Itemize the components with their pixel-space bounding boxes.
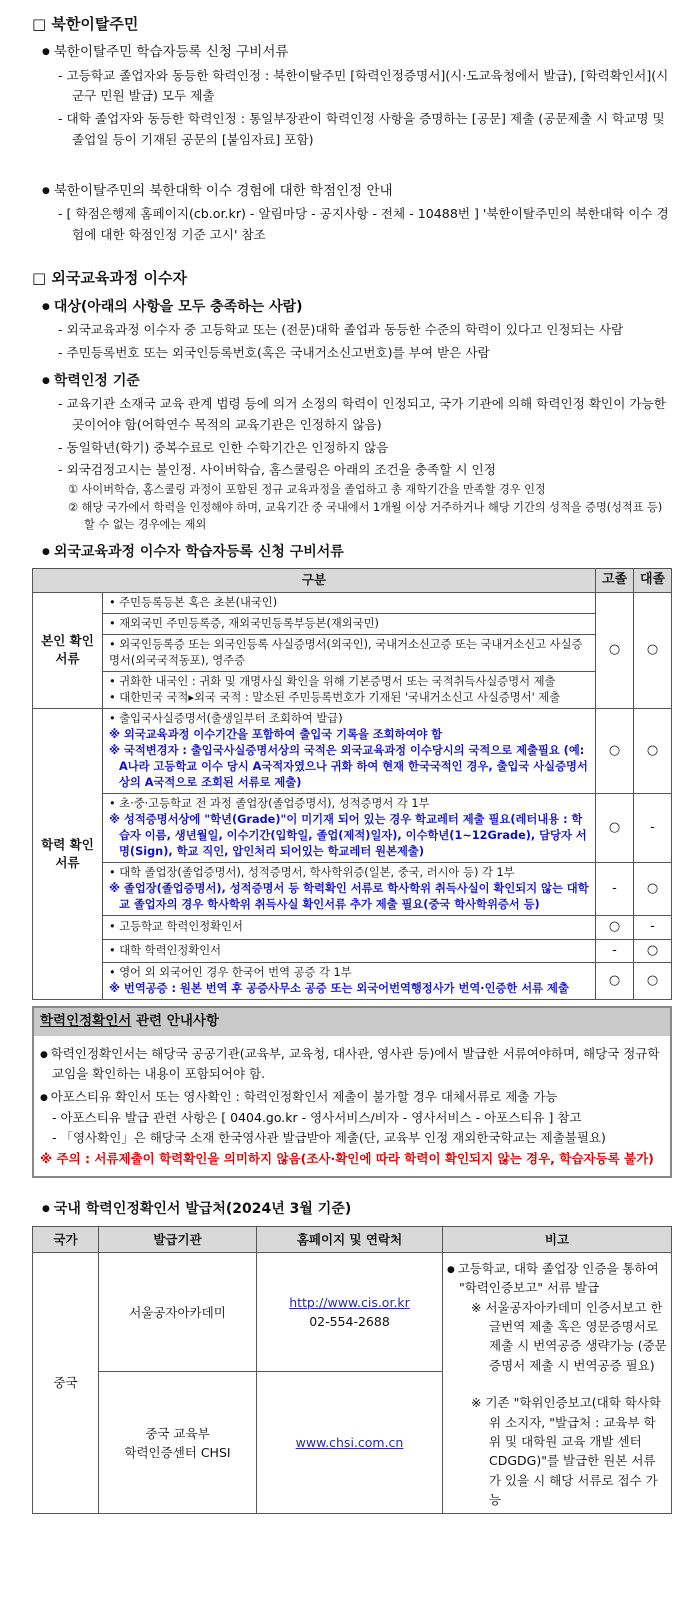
issuers-col-org: 발급기관: [99, 1226, 257, 1252]
issuer-phone-1: 02-554-2688: [309, 1314, 390, 1330]
academic-item-2: • 초·중·고등학교 전 과정 졸업장(졸업증명서), 성적증명서 각 1부 ※ 성적증명서상에 "학년(Grade)"이 미기재 되어 있는 경우 학교레터 제출 필요(레터내용 : 학습자 이름, 생년월일, 이수기간(입학일, 졸업(제적)일자), 이수학년(1~12Grade), 담당자 서명(Sign), 학교 직인, 압인처리 되어있는 학교레터 원본제출): [103, 793, 596, 862]
identity-mark-high: ○: [596, 592, 634, 708]
foreign-criteria-sub-1: ① 사이버학습, 홈스쿨링 과정이 포함된 정규 교육과정을 졸업하고 총 재학기간을 만족할 경우 인정: [68, 483, 546, 497]
issuers-heading: ● 국내 학력인정확인서 발급처(2024년 3월 기준): [42, 1198, 672, 1220]
identity-mark-univ: ○: [634, 592, 672, 708]
issuer-link-2[interactable]: www.chsi.com.cn: [295, 1435, 404, 1451]
academic-1-univ: ○: [634, 708, 672, 793]
foreign-docs-heading: ● 외국교육과정 이수자 학습자등록 신청 구비서류: [42, 541, 672, 563]
academic-6-univ: ○: [634, 963, 672, 1000]
table-header-row: [33, 568, 672, 592]
nk-req-line-2: - 대학 졸업자와 동등한 학력인정 : 통일부장관이 학력인정 사항을 증명하는 [공문] 제출 (공문제출 시 학교명 및 졸업일 등이 기재된 공문의 [붙임자료] 포함): [58, 111, 665, 147]
issuers-table: [32, 1226, 672, 1515]
guide-dash-2: - 「영사확인」은 해당국 소재 한국영사관 발급받아 제출(단, 교육부 인정 재외한국학교는 제출불필요): [52, 1130, 606, 1146]
issuer-org-2: 중국 교육부 학력인증센터 CHSI: [99, 1372, 257, 1514]
table-row: [33, 634, 672, 671]
foreign-criteria-heading: ● 학력인정 기준: [42, 370, 672, 392]
col-header-category: 구분: [33, 568, 596, 592]
academic-5-univ: ○: [634, 939, 672, 962]
academic-2-high: ○: [596, 793, 634, 862]
issuer-contact-2: [257, 1372, 443, 1514]
table-row: [33, 708, 672, 793]
table-row: [33, 916, 672, 939]
academic-item-4: • 고등학교 학력인정확인서: [103, 916, 596, 939]
academic-item-6: • 영어 외 외국어인 경우 한국어 번역 공증 각 1부 ※ 번역공증 : 원본 번역 후 공증사무소 공증 또는 외국어번역행정사가 번역·인증한 서류 제출: [103, 963, 596, 1000]
foreign-target-heading: ● 대상(아래의 사항을 모두 충족하는 사람): [42, 296, 672, 318]
table-row: [33, 592, 672, 613]
table-row: [33, 613, 672, 634]
issuers-header-row: [33, 1226, 672, 1252]
academic-category-label: 학력 확인 서류: [33, 708, 103, 999]
nk-credit-heading: ● 북한이탈주민의 북한대학 이수 경험에 대한 학점인정 안내: [42, 181, 672, 203]
foreign-target-line-2: - 주민등록번호 또는 외국인등록번호(혹은 국내거소신고번호)를 부여 받은 사람: [58, 344, 490, 360]
guide-warning: ※ 주의 : 서류제출이 학력확인을 의미하지 않음(조사·확인에 따라 학력이 확인되지 않는 경우, 학습자등록 불가): [40, 1150, 654, 1166]
section-title-foreign: □ 외국교육과정 이수자: [32, 268, 188, 287]
foreign-criteria-line-3: - 외국검정고시는 불인정. 사이버학습, 홈스쿨링은 아래의 조건을 충족할 시 인정: [58, 462, 496, 478]
identity-category-label: 본인 확인 서류: [33, 592, 103, 708]
academic-6-high: ○: [596, 963, 634, 1000]
academic-item-3: • 대학 졸업장(졸업증명서), 성적증명서, 학사학위증(일본, 중국, 러시아 등) 각 1부 ※ 졸업장(졸업증명서), 성적증명서 등 학력확인 서류로 학사학위 취득사실이 확인되지 않는 대학교 졸업자의 경우 학사학위 취득사실 확인서류 추가 제출 필요(중국 학사학위증서 등): [103, 863, 596, 916]
academic-2-univ: -: [634, 793, 672, 862]
guide-bullet-2: ● 아포스티유 확인서 또는 영사확인 : 학력인정확인서 제출이 불가할 경우 대체서류로 제출 가능: [40, 1087, 664, 1108]
academic-4-high: ○: [596, 916, 634, 939]
issuer-country: 중국: [33, 1252, 99, 1514]
table-row: [33, 863, 672, 916]
academic-item-1: • 출입국사실증명서(출생일부터 조회하여 발급) ※ 외국교육과정 이수기간을 포함하여 출입국 기록을 조회하여야 함 ※ 국적변경자 : 출입국사실증명서상의 국적은 외국교육과정 이수당시의 국적으로 제출필요 (예: A나라 고등학교 이수 당시 A국적자였으나 귀화 하여 현재 한국국적인 경우, 출입국 사실증명서상의 A국적으로 조회된 서류로 제출): [103, 708, 596, 793]
table-row: [33, 671, 672, 708]
required-docs-table: [32, 568, 672, 1001]
issuers-col-remark: 비고: [443, 1226, 672, 1252]
table-row: [33, 793, 672, 862]
guide-box: [32, 1006, 672, 1177]
issuer-link-1[interactable]: http://www.cis.or.kr: [289, 1294, 410, 1310]
guide-dash-1: - 아포스티유 발급 관련 사항은 [ 0404.go.kr - 영사서비스/비자 - 영사서비스 - 아포스티유 ] 참고: [52, 1109, 582, 1125]
guide-heading: 학력인정확인서 관련 안내사항: [34, 1008, 670, 1036]
nk-req-line-1: - 고등학교 졸업자와 동등한 학력인정 : 북한이탈주민 [학력인정증명서](시·도교육청에서 발급), [학력확인서](시군구 민원 발급) 모두 제출: [58, 67, 669, 104]
issuer-remark: ● 고등학교, 대학 졸업장 인증을 통하여 "학력인증보고" 서류 발급 ※ 서울공자아카데미 인증서보고 한글번역 제출 혹은 영문증명서로 제출 시 번역공증 생략가능 (중문증명서 제출 시 번역공증 필요) ※ 기존 "학위인증보고(대학 학사학위 소지자, "발급처 : 교육부 학위 및 대학원 교육 개발 센터 CDGDG)"를 발급한 원본 서류가 있을 시 해당 서류로 접수 가능: [443, 1252, 672, 1514]
identity-item-3: • 외국인등록증 또는 외국인등록 사실증명서(외국인), 국내거소신고증 또는 국내거소신고 사실증명서(외국국적동포), 영주증: [103, 634, 596, 671]
issuers-col-country: 국가: [33, 1226, 99, 1252]
issuers-col-contact: 홈페이지 및 연락처: [257, 1226, 443, 1252]
academic-item-5: • 대학 학력인정확인서: [103, 939, 596, 962]
identity-item-1: • 주민등록등본 혹은 초본(내국인): [103, 592, 596, 613]
table-row: [33, 1252, 672, 1372]
nk-req-docs-heading: ● 북한이탈주민 학습자등록 신청 구비서류: [42, 42, 672, 64]
academic-4-univ: -: [634, 916, 672, 939]
section-title-nk: □ 북한이탈주민: [32, 15, 139, 33]
academic-5-high: -: [596, 939, 634, 962]
foreign-criteria-sub-2: ② 해당 국가에서 학력을 인정해야 하며, 교육기간 중 국내에서 1개월 이상 거주하거나 해당 기간의 성적을 증명(성적표 등) 할 수 없는 경우에는 제외: [68, 500, 663, 531]
col-header-high: 고졸: [596, 568, 634, 592]
academic-3-high: -: [596, 863, 634, 916]
academic-1-high: ○: [596, 708, 634, 793]
table-row: [33, 963, 672, 1000]
guide-bullet-1: ● 학력인정확인서는 해당국 공공기관(교육부, 교육청, 대사관, 영사관 등)에서 발급한 서류여야하며, 해당국 정규학교임을 확인하는 내용이 포함되어야 함.: [40, 1044, 664, 1085]
nk-credit-line-1: - [ 학점은행제 홈페이지(cb.or.kr) - 알림마당 - 공지사항 - 전체 - 10488번 ] '북한이탈주민의 북한대학 이수 경험에 대한 학점인정 기준 고시' 참조: [58, 206, 669, 243]
identity-item-4-5: • 귀화한 내국인 : 귀화 및 개명사실 확인을 위해 기본증명서 또는 국적취득사실증명서 제출 • 대한민국 국적▸외국 국적 : 말소된 주민등록번호가 기재된 '국내거소신고 사실증명서' 제출: [103, 671, 596, 708]
identity-item-2: • 재외국민 주민등록증, 재외국민등록부등본(재외국민): [103, 613, 596, 634]
academic-3-univ: ○: [634, 863, 672, 916]
foreign-criteria-line-1: - 교육기관 소재국 교육 관계 법령 등에 의거 소정의 학력이 인정되고, 국가 기관에 의해 학력인정 확인이 가능한 곳이어야 함(어학연수 목적의 교육기관은 인정하지 않음): [58, 396, 666, 432]
foreign-criteria-line-2: - 동일학년(학기) 중복수료로 인한 수학기간은 인정하지 않음: [58, 439, 389, 455]
table-row: [33, 939, 672, 962]
issuer-contact-1: [257, 1252, 443, 1372]
issuer-org-1: 서울공자아카데미: [99, 1252, 257, 1372]
foreign-target-line-1: - 외국교육과정 이수자 중 고등학교 또는 (전문)대학 졸업과 동등한 수준의 학력이 있다고 인정되는 사람: [58, 322, 624, 338]
col-header-univ: 대졸: [634, 568, 672, 592]
